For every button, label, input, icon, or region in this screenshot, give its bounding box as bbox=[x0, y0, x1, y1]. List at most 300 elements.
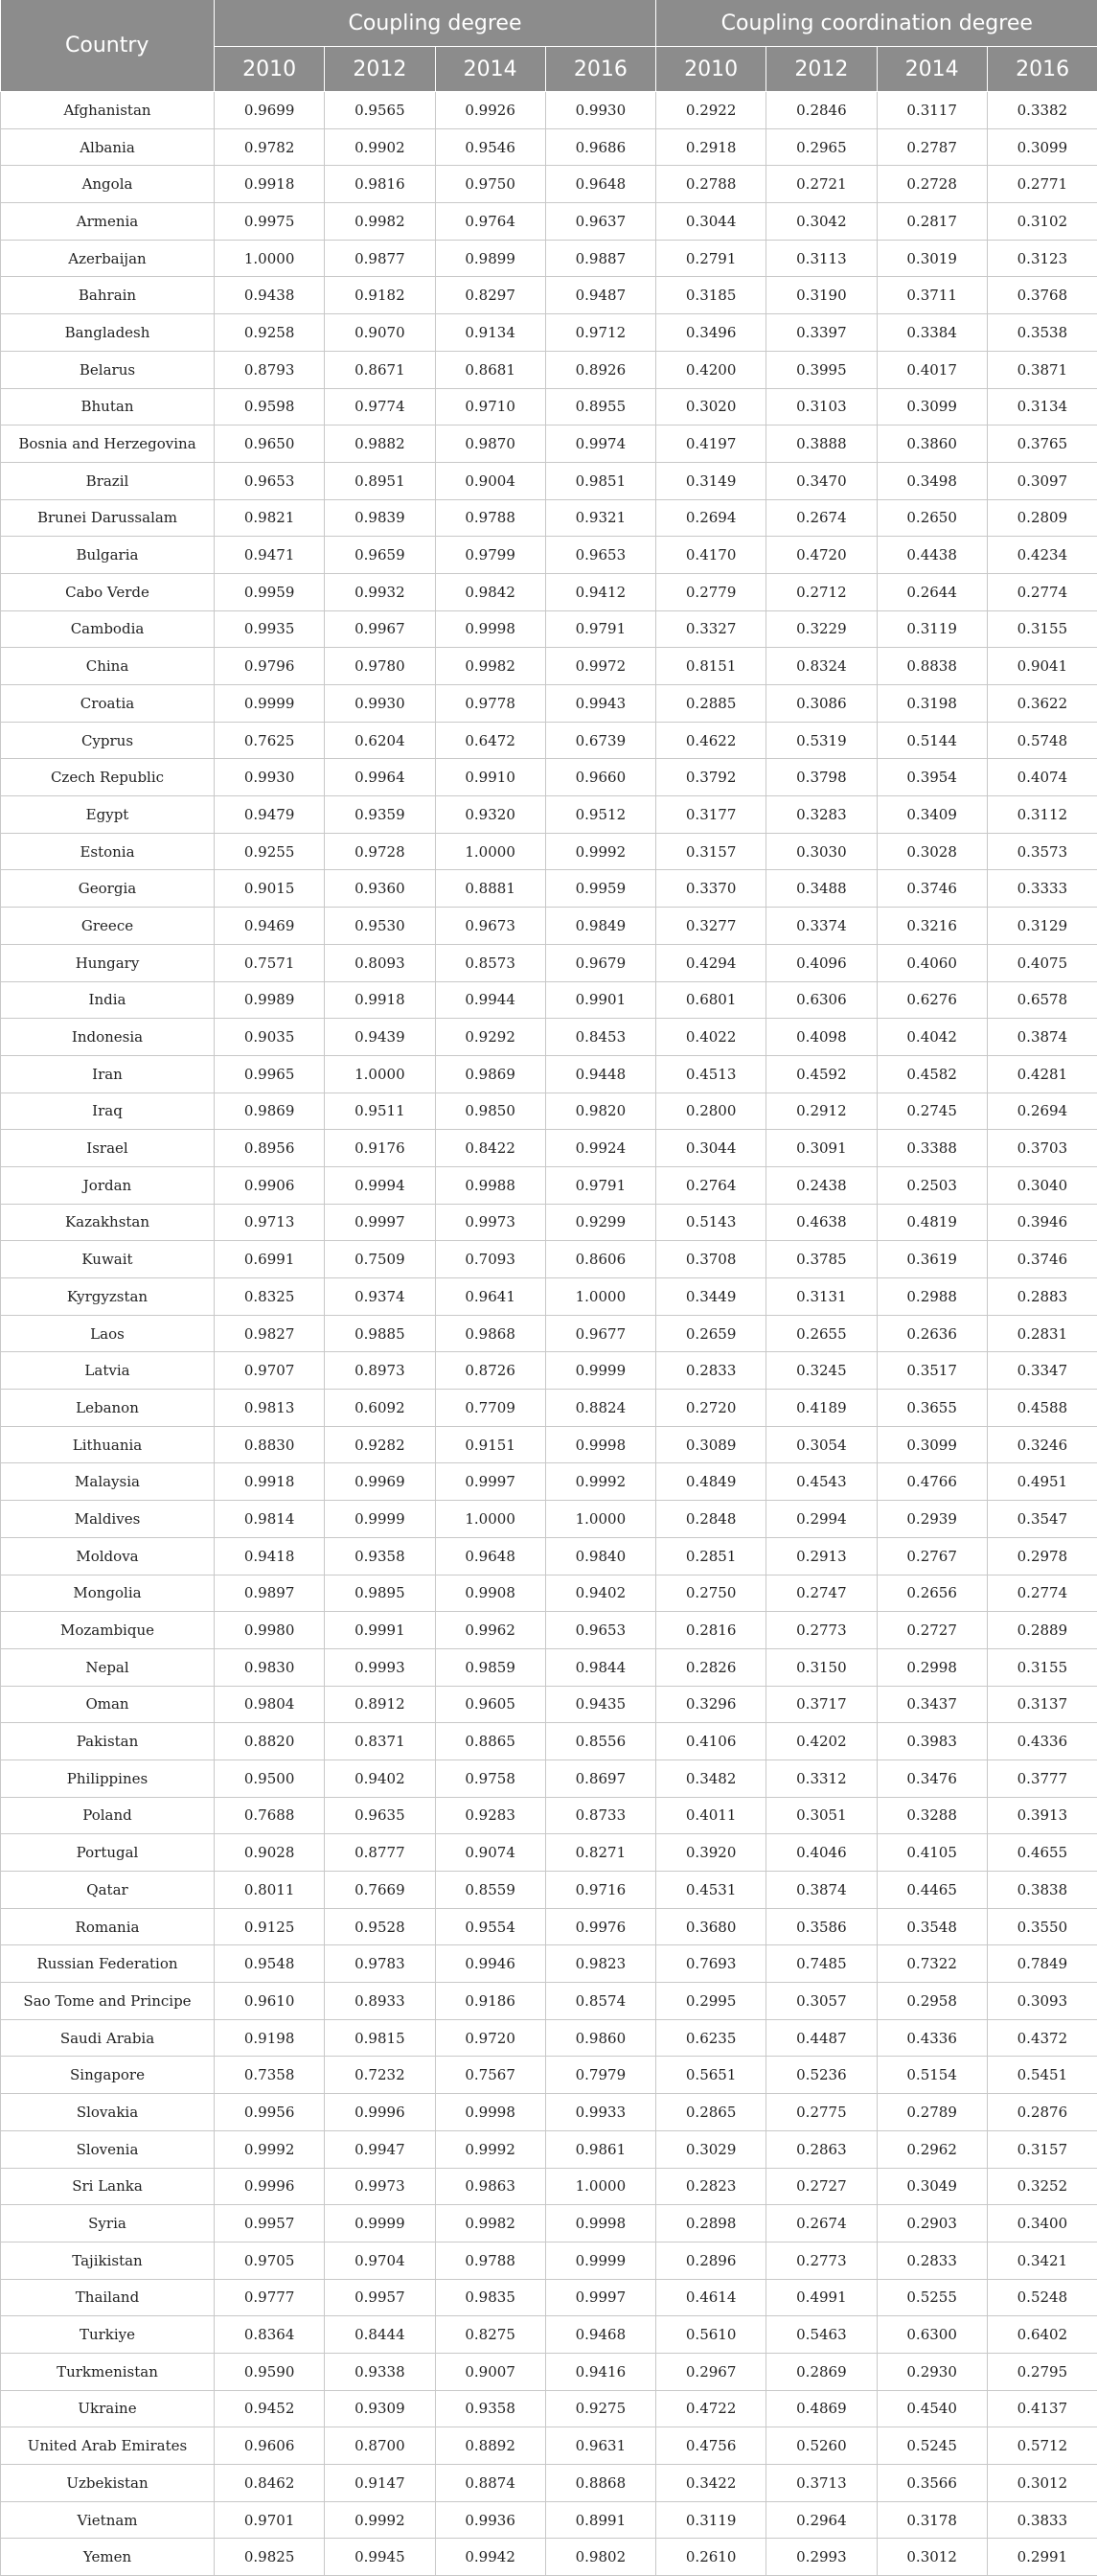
value-cell: 0.3833 bbox=[987, 2501, 1097, 2539]
value-cell: 0.9321 bbox=[545, 499, 655, 537]
value-cell: 0.2846 bbox=[766, 92, 877, 129]
table-row bbox=[1, 2057, 1097, 2094]
value-cell: 0.9435 bbox=[545, 1686, 655, 1723]
value-cell: 0.3029 bbox=[656, 2130, 766, 2168]
value-cell: 0.9957 bbox=[215, 2205, 325, 2242]
value-cell: 0.8973 bbox=[325, 1352, 435, 1390]
value-cell: 0.7093 bbox=[435, 1241, 545, 1278]
value-cell: 0.8955 bbox=[545, 388, 655, 426]
value-cell: 0.3703 bbox=[987, 1130, 1097, 1167]
value-cell: 0.4540 bbox=[877, 2390, 987, 2427]
value-cell: 0.9712 bbox=[545, 314, 655, 352]
country-cell: Slovakia bbox=[1, 2094, 215, 2131]
value-cell: 0.9783 bbox=[325, 1945, 435, 1983]
value-cell: 0.8444 bbox=[325, 2316, 435, 2354]
header-year: 2016 bbox=[987, 47, 1097, 92]
value-cell: 0.4372 bbox=[987, 2019, 1097, 2057]
value-cell: 0.9997 bbox=[435, 1463, 545, 1501]
value-cell: 0.8275 bbox=[435, 2316, 545, 2354]
value-cell: 0.9820 bbox=[545, 1092, 655, 1130]
value-cell: 0.4720 bbox=[766, 537, 877, 574]
value-cell: 0.3400 bbox=[987, 2205, 1097, 2242]
table-row bbox=[1, 240, 1097, 277]
value-cell: 0.2773 bbox=[766, 2242, 877, 2279]
value-cell: 0.4202 bbox=[766, 1723, 877, 1760]
country-cell: Philippines bbox=[1, 1760, 215, 1797]
value-cell: 0.9606 bbox=[215, 2427, 325, 2465]
value-cell: 0.9705 bbox=[215, 2242, 325, 2279]
value-cell: 0.9309 bbox=[325, 2390, 435, 2427]
value-cell: 0.2883 bbox=[987, 1278, 1097, 1316]
table-row bbox=[1, 203, 1097, 241]
value-cell: 0.9660 bbox=[545, 759, 655, 796]
value-cell: 0.9935 bbox=[215, 610, 325, 648]
value-cell: 0.5236 bbox=[766, 2057, 877, 2094]
value-cell: 0.9511 bbox=[325, 1092, 435, 1130]
value-cell: 0.3091 bbox=[766, 1130, 877, 1167]
value-cell: 0.2656 bbox=[877, 1575, 987, 1612]
value-cell: 0.7669 bbox=[325, 1872, 435, 1909]
value-cell: 0.2965 bbox=[766, 128, 877, 166]
value-cell: 0.9918 bbox=[325, 981, 435, 1019]
country-cell: Bhutan bbox=[1, 388, 215, 426]
value-cell: 0.9565 bbox=[325, 92, 435, 129]
value-cell: 0.2774 bbox=[987, 573, 1097, 610]
value-cell: 0.9997 bbox=[325, 1204, 435, 1241]
value-cell: 0.2995 bbox=[656, 1983, 766, 2020]
value-cell: 0.8881 bbox=[435, 870, 545, 908]
value-cell: 0.4756 bbox=[656, 2427, 766, 2465]
value-cell: 0.3020 bbox=[656, 388, 766, 426]
value-cell: 0.2833 bbox=[656, 1352, 766, 1390]
value-cell: 0.9778 bbox=[435, 685, 545, 723]
value-cell: 0.7849 bbox=[987, 1945, 1097, 1983]
value-cell: 0.2795 bbox=[987, 2353, 1097, 2390]
table-row bbox=[1, 1983, 1097, 2020]
value-cell: 0.9999 bbox=[215, 685, 325, 723]
value-cell: 0.4106 bbox=[656, 1723, 766, 1760]
table-row bbox=[1, 648, 1097, 685]
value-cell: 0.9788 bbox=[435, 2242, 545, 2279]
value-cell: 1.0000 bbox=[545, 1278, 655, 1316]
value-cell: 0.9973 bbox=[325, 2168, 435, 2205]
country-cell: Vietnam bbox=[1, 2501, 215, 2539]
value-cell: 0.9677 bbox=[545, 1315, 655, 1352]
value-cell: 0.2869 bbox=[766, 2353, 877, 2390]
value-cell: 0.9945 bbox=[325, 2539, 435, 2576]
table-row bbox=[1, 462, 1097, 499]
value-cell: 0.2727 bbox=[877, 1612, 987, 1649]
value-cell: 0.7567 bbox=[435, 2057, 545, 2094]
value-cell: 0.2779 bbox=[656, 573, 766, 610]
value-cell: 0.3103 bbox=[766, 388, 877, 426]
value-cell: 0.8297 bbox=[435, 277, 545, 314]
value-cell: 0.2816 bbox=[656, 1612, 766, 1649]
value-cell: 0.9815 bbox=[325, 2019, 435, 2057]
value-cell: 0.4438 bbox=[877, 537, 987, 574]
value-cell: 0.2503 bbox=[877, 1166, 987, 1204]
value-cell: 0.9610 bbox=[215, 1983, 325, 2020]
value-cell: 0.3245 bbox=[766, 1352, 877, 1390]
table-row bbox=[1, 1537, 1097, 1575]
value-cell: 0.2694 bbox=[987, 1092, 1097, 1130]
value-cell: 0.8559 bbox=[435, 1872, 545, 1909]
value-cell: 0.9007 bbox=[435, 2353, 545, 2390]
value-cell: 0.9982 bbox=[325, 203, 435, 241]
value-cell: 0.2863 bbox=[766, 2130, 877, 2168]
value-cell: 0.3012 bbox=[987, 2465, 1097, 2502]
value-cell: 0.8824 bbox=[545, 1390, 655, 1427]
value-cell: 0.9360 bbox=[325, 870, 435, 908]
value-cell: 0.9468 bbox=[545, 2316, 655, 2354]
value-cell: 0.3327 bbox=[656, 610, 766, 648]
value-cell: 0.9996 bbox=[215, 2168, 325, 2205]
value-cell: 0.9823 bbox=[545, 1945, 655, 1983]
value-cell: 0.8325 bbox=[215, 1278, 325, 1316]
value-cell: 0.9275 bbox=[545, 2390, 655, 2427]
value-cell: 0.2610 bbox=[656, 2539, 766, 2576]
value-cell: 0.9198 bbox=[215, 2019, 325, 2057]
value-cell: 0.9358 bbox=[435, 2390, 545, 2427]
value-cell: 0.9870 bbox=[435, 426, 545, 463]
value-cell: 0.9182 bbox=[325, 277, 435, 314]
value-cell: 0.9992 bbox=[215, 2130, 325, 2168]
value-cell: 0.9992 bbox=[325, 2501, 435, 2539]
country-cell: Oman bbox=[1, 1686, 215, 1723]
value-cell: 0.4819 bbox=[877, 1204, 987, 1241]
value-cell: 0.2939 bbox=[877, 1501, 987, 1538]
country-cell: China bbox=[1, 648, 215, 685]
country-cell: Brunei Darussalam bbox=[1, 499, 215, 537]
table-row bbox=[1, 1686, 1097, 1723]
value-cell: 0.4582 bbox=[877, 1055, 987, 1092]
value-cell: 0.5143 bbox=[656, 1204, 766, 1241]
value-cell: 0.9859 bbox=[435, 1648, 545, 1686]
value-cell: 0.9944 bbox=[435, 981, 545, 1019]
table-row bbox=[1, 1908, 1097, 1945]
value-cell: 0.4614 bbox=[656, 2279, 766, 2316]
header-year: 2012 bbox=[766, 47, 877, 92]
value-cell: 0.3382 bbox=[987, 92, 1097, 129]
value-cell: 0.8777 bbox=[325, 1834, 435, 1872]
country-cell: Bahrain bbox=[1, 277, 215, 314]
value-cell: 0.9976 bbox=[545, 1908, 655, 1945]
table-row bbox=[1, 908, 1097, 945]
value-cell: 0.9512 bbox=[545, 796, 655, 834]
value-cell: 0.9999 bbox=[325, 2205, 435, 2242]
value-cell: 0.3619 bbox=[877, 1241, 987, 1278]
value-cell: 0.9982 bbox=[435, 648, 545, 685]
value-cell: 0.4074 bbox=[987, 759, 1097, 796]
value-cell: 0.4531 bbox=[656, 1872, 766, 1909]
value-cell: 0.3246 bbox=[987, 1426, 1097, 1463]
value-cell: 0.6204 bbox=[325, 722, 435, 759]
table-row bbox=[1, 351, 1097, 388]
value-cell: 0.9707 bbox=[215, 1352, 325, 1390]
table-row bbox=[1, 1204, 1097, 1241]
country-cell: Cambodia bbox=[1, 610, 215, 648]
value-cell: 0.9439 bbox=[325, 1019, 435, 1056]
value-cell: 0.4075 bbox=[987, 944, 1097, 981]
value-cell: 0.3785 bbox=[766, 1241, 877, 1278]
value-cell: 0.3566 bbox=[877, 2465, 987, 2502]
table-row bbox=[1, 1797, 1097, 1834]
value-cell: 0.2771 bbox=[987, 166, 1097, 203]
value-cell: 0.3049 bbox=[877, 2168, 987, 2205]
country-cell: Slovenia bbox=[1, 2130, 215, 2168]
value-cell: 0.9910 bbox=[435, 759, 545, 796]
value-cell: 0.3149 bbox=[656, 462, 766, 499]
country-cell: Angola bbox=[1, 166, 215, 203]
value-cell: 0.3384 bbox=[877, 314, 987, 352]
value-cell: 0.3573 bbox=[987, 833, 1097, 870]
value-cell: 0.4638 bbox=[766, 1204, 877, 1241]
value-cell: 0.9861 bbox=[545, 2130, 655, 2168]
value-cell: 0.2978 bbox=[987, 1537, 1097, 1575]
value-cell: 0.3548 bbox=[877, 1908, 987, 1945]
country-cell: Poland bbox=[1, 1797, 215, 1834]
value-cell: 0.2964 bbox=[766, 2501, 877, 2539]
value-cell: 0.3028 bbox=[877, 833, 987, 870]
table-row bbox=[1, 2501, 1097, 2539]
header-coupling-coordination-degree: Coupling coordination degree bbox=[656, 0, 1097, 47]
country-cell: Czech Republic bbox=[1, 759, 215, 796]
country-cell: Lebanon bbox=[1, 1390, 215, 1427]
value-cell: 0.9412 bbox=[545, 573, 655, 610]
value-cell: 0.9993 bbox=[325, 1648, 435, 1686]
value-cell: 0.3044 bbox=[656, 203, 766, 241]
value-cell: 0.3119 bbox=[656, 2501, 766, 2539]
value-cell: 0.9720 bbox=[435, 2019, 545, 2057]
value-cell: 0.9041 bbox=[987, 648, 1097, 685]
value-cell: 0.9992 bbox=[435, 2130, 545, 2168]
value-cell: 0.3229 bbox=[766, 610, 877, 648]
value-cell: 0.9374 bbox=[325, 1278, 435, 1316]
value-cell: 0.9959 bbox=[215, 573, 325, 610]
table-body bbox=[1, 92, 1097, 2576]
country-cell: Portugal bbox=[1, 1834, 215, 1872]
value-cell: 0.4189 bbox=[766, 1390, 877, 1427]
value-cell: 0.9546 bbox=[435, 128, 545, 166]
value-cell: 0.7322 bbox=[877, 1945, 987, 1983]
value-cell: 0.3185 bbox=[656, 277, 766, 314]
table-row bbox=[1, 1092, 1097, 1130]
value-cell: 0.9359 bbox=[325, 796, 435, 834]
table-row bbox=[1, 1315, 1097, 1352]
value-cell: 0.9500 bbox=[215, 1760, 325, 1797]
table-row bbox=[1, 796, 1097, 834]
country-cell: Jordan bbox=[1, 1166, 215, 1204]
value-cell: 0.9996 bbox=[325, 2094, 435, 2131]
value-cell: 0.2851 bbox=[656, 1537, 766, 1575]
table-row bbox=[1, 1945, 1097, 1983]
value-cell: 0.3954 bbox=[877, 759, 987, 796]
country-cell: Kyrgyzstan bbox=[1, 1278, 215, 1316]
value-cell: 0.4991 bbox=[766, 2279, 877, 2316]
value-cell: 0.9799 bbox=[435, 537, 545, 574]
table-row bbox=[1, 2168, 1097, 2205]
value-cell: 0.2826 bbox=[656, 1648, 766, 1686]
value-cell: 0.3409 bbox=[877, 796, 987, 834]
value-cell: 0.2655 bbox=[766, 1315, 877, 1352]
value-cell: 0.2991 bbox=[987, 2539, 1097, 2576]
country-cell: Israel bbox=[1, 1130, 215, 1167]
value-cell: 0.2720 bbox=[656, 1390, 766, 1427]
value-cell: 0.9982 bbox=[435, 2205, 545, 2242]
value-cell: 0.2988 bbox=[877, 1278, 987, 1316]
value-cell: 0.9590 bbox=[215, 2353, 325, 2390]
value-cell: 0.4170 bbox=[656, 537, 766, 574]
value-cell: 0.6578 bbox=[987, 981, 1097, 1019]
value-cell: 0.9830 bbox=[215, 1648, 325, 1686]
value-cell: 0.9788 bbox=[435, 499, 545, 537]
table-row bbox=[1, 1390, 1097, 1427]
value-cell: 0.9713 bbox=[215, 1204, 325, 1241]
value-cell: 0.3054 bbox=[766, 1426, 877, 1463]
value-cell: 0.9930 bbox=[545, 92, 655, 129]
value-cell: 0.9895 bbox=[325, 1575, 435, 1612]
value-cell: 0.3768 bbox=[987, 277, 1097, 314]
value-cell: 0.9930 bbox=[325, 685, 435, 723]
value-cell: 0.9924 bbox=[545, 1130, 655, 1167]
value-cell: 0.2809 bbox=[987, 499, 1097, 537]
table-row bbox=[1, 2019, 1097, 2057]
value-cell: 0.9998 bbox=[545, 2205, 655, 2242]
value-cell: 0.9699 bbox=[215, 92, 325, 129]
value-cell: 0.9840 bbox=[545, 1537, 655, 1575]
table-row bbox=[1, 1241, 1097, 1278]
value-cell: 0.3995 bbox=[766, 351, 877, 388]
table-row bbox=[1, 759, 1097, 796]
value-cell: 0.8838 bbox=[877, 648, 987, 685]
value-cell: 0.3198 bbox=[877, 685, 987, 723]
value-cell: 0.8574 bbox=[545, 1983, 655, 2020]
value-cell: 0.9959 bbox=[545, 870, 655, 908]
value-cell: 0.8271 bbox=[545, 1834, 655, 1872]
value-cell: 0.2787 bbox=[877, 128, 987, 166]
value-cell: 0.2865 bbox=[656, 2094, 766, 2131]
value-cell: 0.9631 bbox=[545, 2427, 655, 2465]
value-cell: 0.3044 bbox=[656, 1130, 766, 1167]
table-row bbox=[1, 1612, 1097, 1649]
value-cell: 0.9887 bbox=[545, 240, 655, 277]
value-cell: 0.3498 bbox=[877, 462, 987, 499]
value-cell: 0.3057 bbox=[766, 1983, 877, 2020]
value-cell: 0.9686 bbox=[545, 128, 655, 166]
value-cell: 0.9469 bbox=[215, 908, 325, 945]
value-cell: 0.3129 bbox=[987, 908, 1097, 945]
country-cell: Russian Federation bbox=[1, 1945, 215, 1983]
value-cell: 0.5451 bbox=[987, 2057, 1097, 2094]
country-cell: India bbox=[1, 981, 215, 1019]
value-cell: 0.5610 bbox=[656, 2316, 766, 2354]
value-cell: 0.2967 bbox=[656, 2353, 766, 2390]
value-cell: 0.9255 bbox=[215, 833, 325, 870]
value-cell: 0.2876 bbox=[987, 2094, 1097, 2131]
value-cell: 0.4046 bbox=[766, 1834, 877, 1872]
table-row bbox=[1, 1834, 1097, 1872]
value-cell: 0.8364 bbox=[215, 2316, 325, 2354]
value-cell: 0.9338 bbox=[325, 2353, 435, 2390]
value-cell: 0.5463 bbox=[766, 2316, 877, 2354]
value-cell: 0.9750 bbox=[435, 166, 545, 203]
value-cell: 1.0000 bbox=[435, 833, 545, 870]
header-year: 2016 bbox=[545, 47, 655, 92]
value-cell: 0.3708 bbox=[656, 1241, 766, 1278]
value-cell: 0.3488 bbox=[766, 870, 877, 908]
value-cell: 0.9028 bbox=[215, 1834, 325, 1872]
value-cell: 0.3155 bbox=[987, 1648, 1097, 1686]
value-cell: 0.9972 bbox=[545, 648, 655, 685]
table-row bbox=[1, 2205, 1097, 2242]
value-cell: 0.9258 bbox=[215, 314, 325, 352]
value-cell: 0.4869 bbox=[766, 2390, 877, 2427]
value-cell: 0.8926 bbox=[545, 351, 655, 388]
value-cell: 0.9998 bbox=[545, 1426, 655, 1463]
value-cell: 0.2994 bbox=[766, 1501, 877, 1538]
table-row bbox=[1, 2390, 1097, 2427]
value-cell: 0.3370 bbox=[656, 870, 766, 908]
table-row bbox=[1, 610, 1097, 648]
value-cell: 0.9554 bbox=[435, 1908, 545, 1945]
value-cell: 0.9637 bbox=[545, 203, 655, 241]
country-cell: Laos bbox=[1, 1315, 215, 1352]
table-row bbox=[1, 1130, 1097, 1167]
value-cell: 0.9402 bbox=[325, 1760, 435, 1797]
country-cell: Malaysia bbox=[1, 1463, 215, 1501]
table-row bbox=[1, 1760, 1097, 1797]
value-cell: 0.7625 bbox=[215, 722, 325, 759]
country-cell: Ukraine bbox=[1, 2390, 215, 2427]
value-cell: 0.3097 bbox=[987, 462, 1097, 499]
value-cell: 0.4592 bbox=[766, 1055, 877, 1092]
value-cell: 0.2922 bbox=[656, 92, 766, 129]
table-row bbox=[1, 1278, 1097, 1316]
value-cell: 0.9964 bbox=[325, 759, 435, 796]
value-cell: 0.2775 bbox=[766, 2094, 877, 2131]
value-cell: 0.9933 bbox=[545, 2094, 655, 2131]
value-cell: 0.9653 bbox=[545, 1612, 655, 1649]
value-cell: 0.8874 bbox=[435, 2465, 545, 2502]
value-cell: 0.4017 bbox=[877, 351, 987, 388]
value-cell: 0.4588 bbox=[987, 1390, 1097, 1427]
value-cell: 0.9997 bbox=[545, 2279, 655, 2316]
value-cell: 1.0000 bbox=[545, 2168, 655, 2205]
value-cell: 0.8453 bbox=[545, 1019, 655, 1056]
value-cell: 0.3397 bbox=[766, 314, 877, 352]
country-cell: Bangladesh bbox=[1, 314, 215, 352]
value-cell: 0.4487 bbox=[766, 2019, 877, 2057]
country-cell: Bulgaria bbox=[1, 537, 215, 574]
value-cell: 0.2833 bbox=[877, 2242, 987, 2279]
value-cell: 0.9814 bbox=[215, 1501, 325, 1538]
value-cell: 0.9816 bbox=[325, 166, 435, 203]
value-cell: 0.3051 bbox=[766, 1797, 877, 1834]
value-cell: 0.3655 bbox=[877, 1390, 987, 1427]
value-cell: 0.9487 bbox=[545, 277, 655, 314]
value-cell: 0.4060 bbox=[877, 944, 987, 981]
table-row bbox=[1, 1426, 1097, 1463]
value-cell: 0.9320 bbox=[435, 796, 545, 834]
value-cell: 0.9598 bbox=[215, 388, 325, 426]
value-cell: 0.3482 bbox=[656, 1760, 766, 1797]
value-cell: 0.9869 bbox=[215, 1092, 325, 1130]
value-cell: 0.7571 bbox=[215, 944, 325, 981]
country-cell: Mongolia bbox=[1, 1575, 215, 1612]
value-cell: 0.8956 bbox=[215, 1130, 325, 1167]
header-year: 2014 bbox=[435, 47, 545, 92]
value-cell: 0.5245 bbox=[877, 2427, 987, 2465]
